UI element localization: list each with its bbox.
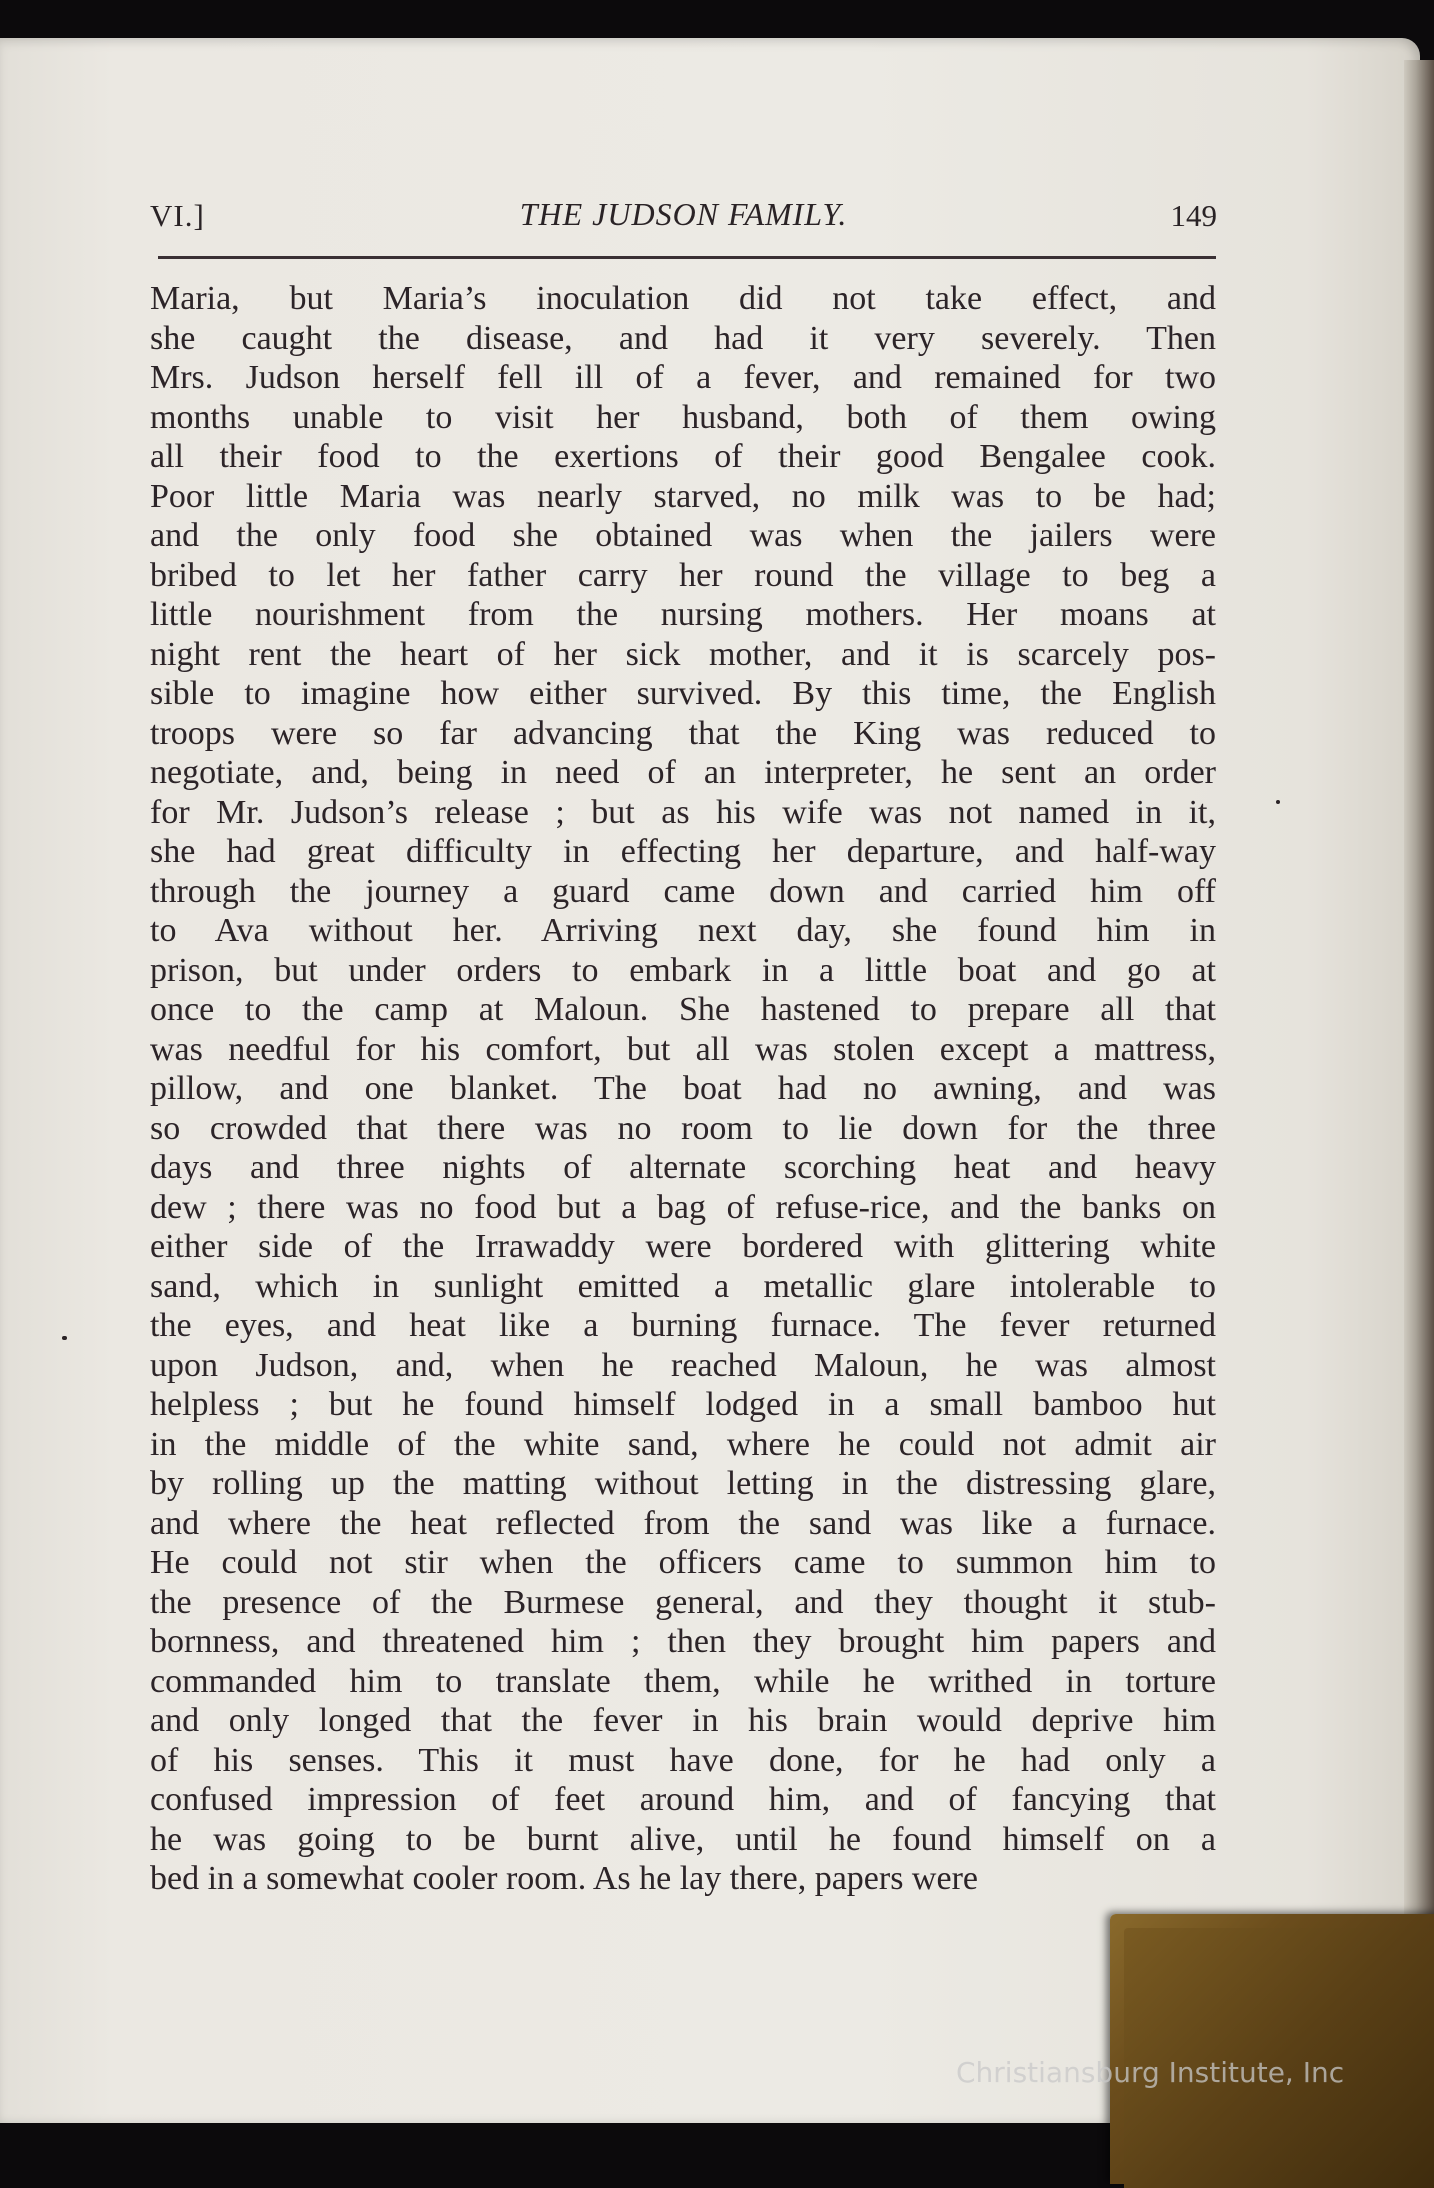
text-line: sible to imagine how either survived. By this time, the English (150, 675, 1216, 712)
text-line: and where the heat reflected from the sand was like a furnace. (150, 1504, 1216, 1542)
watermark: Christiansburg Institute, Inc (956, 2056, 1345, 2089)
text-line: she had great difficulty in effecting her departure, and half-way (150, 833, 1216, 870)
text-line: bribed to let her father carry her round the village to beg a (150, 556, 1216, 594)
page-number: 149 (1170, 198, 1217, 233)
text-line: dew ; there was no food but a bag of refuse-rice, and the banks on (150, 1188, 1216, 1226)
text-line: to Ava without her. Arriving next day, she found him in (150, 912, 1216, 949)
text-line: upon Judson, and, when he reached Maloun, he was almost (150, 1346, 1216, 1384)
text-line: in the middle of the white sand, where he could not admit air (150, 1425, 1216, 1463)
text-line: so crowded that there was no room to lie down for the three (150, 1109, 1216, 1147)
text-line: by rolling up the matting without letting in the distressing glare, (150, 1465, 1216, 1502)
text-line: was needful for his comfort, but all was stolen except a mattress, (150, 1030, 1216, 1068)
header-rule (158, 256, 1216, 259)
text-line: bornness, and threatened him ; then they brought him papers and (150, 1623, 1216, 1660)
text-line: the presence of the Burmese general, and they thought it stub- (150, 1583, 1216, 1621)
text-line: days and three nights of alternate scorching heat and heavy (150, 1149, 1216, 1186)
running-header (150, 194, 1217, 244)
text-line: once to the camp at Maloun. She hastened to prepare all that (150, 991, 1216, 1028)
paper-speck (62, 1336, 67, 1340)
text-line: He could not stir when the officers came to summon him to (150, 1544, 1216, 1581)
text-line: troops were so far advancing that the King was reduced to (150, 714, 1216, 752)
text-line: night rent the heart of her sick mother, and it is scarcely pos- (150, 635, 1216, 673)
text-line: bed in a somewhat cooler room. As he lay there, papers were (150, 1860, 978, 1897)
text-line: pillow, and one blanket. The boat had no awning, and was (150, 1070, 1216, 1107)
text-line: commanded him to translate them, while he writhed in torture (150, 1662, 1216, 1700)
text-line: he was going to be burnt alive, until he found himself on a (150, 1820, 1216, 1858)
page-edge (1404, 60, 1434, 1960)
text-line: of his senses. This it must have done, for he had only a (150, 1741, 1216, 1779)
text-line: months unable to visit her husband, both of them owing (150, 398, 1216, 436)
running-title: THE JUDSON FAMILY. (519, 196, 848, 232)
chapter-number: VI.] (150, 198, 205, 233)
text-line: sand, which in sunlight emitted a metallic glare intolerable to (150, 1267, 1216, 1305)
text-line: helpless ; but he found himself lodged in a small bamboo hut (150, 1386, 1216, 1423)
text-line: and the only food she obtained was when the jailers were (150, 517, 1216, 554)
text-line: and only longed that the fever in his brain would deprive him (150, 1702, 1216, 1739)
text-line: prison, but under orders to embark in a little boat and go at (150, 951, 1216, 989)
text-line: she caught the disease, and had it very severely. Then (150, 319, 1216, 357)
text-line: through the journey a guard came down and carried him off (150, 872, 1216, 910)
text-line: all their food to the exertions of their good Bengalee cook. (150, 438, 1216, 475)
text-line: either side of the Irrawaddy were bordered with glittering white (150, 1228, 1216, 1265)
paper-speck (1276, 800, 1280, 804)
text-line: the eyes, and heat like a burning furnace. The fever returned (150, 1307, 1216, 1344)
body-text (150, 279, 1216, 1899)
text-line: Maria, but Maria’s inoculation did not take effect, and (150, 280, 1216, 317)
text-line: confused impression of feet around him, and of fancying that (150, 1781, 1216, 1818)
text-line: little nourishment from the nursing mothers. Her moans at (150, 596, 1216, 633)
text-line: for Mr. Judson’s release ; but as his wife was not named in it, (150, 793, 1216, 831)
text-line: Poor little Maria was nearly starved, no milk was to be had; (150, 477, 1216, 515)
text-line: negotiate, and, being in need of an interpreter, he sent an order (150, 754, 1216, 791)
text-line: Mrs. Judson herself fell ill of a fever, and remained for two (150, 359, 1216, 396)
